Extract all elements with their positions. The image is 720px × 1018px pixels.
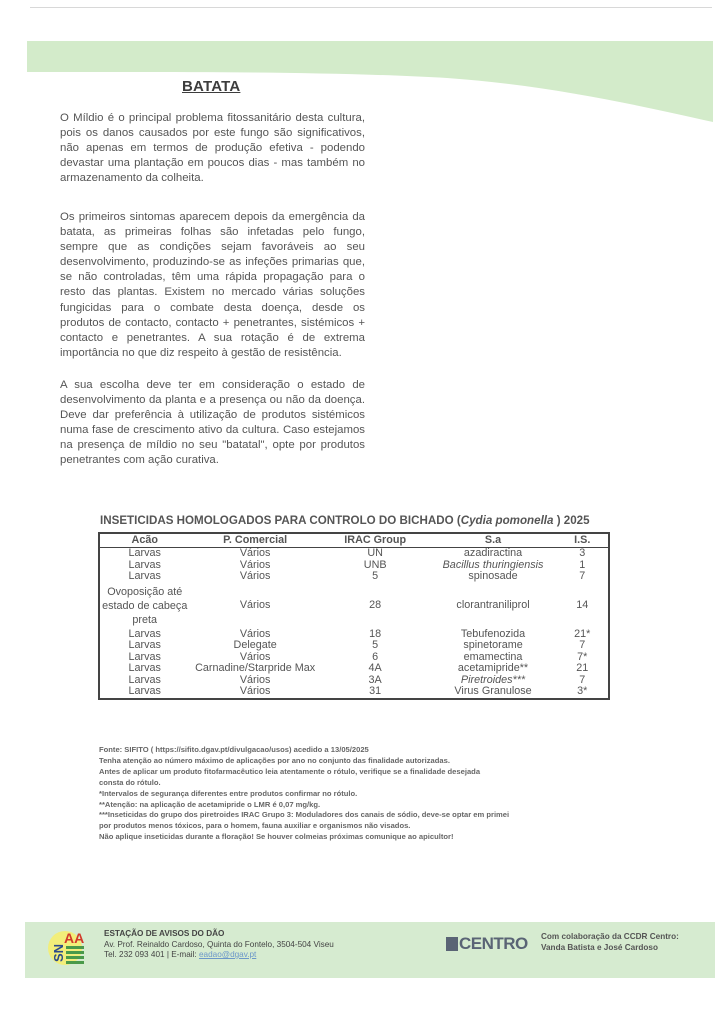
header-sa: S.a bbox=[430, 533, 557, 548]
cell-comercial: Vários bbox=[239, 627, 271, 640]
page-title: BATATA bbox=[182, 78, 241, 95]
note-read-label-cont: consta do rótulo. bbox=[99, 777, 161, 787]
cell-is: 21 bbox=[576, 662, 589, 674]
cell-comercial: Vários bbox=[239, 558, 271, 571]
table-row bbox=[99, 560, 609, 572]
svg-text:AA: AA bbox=[64, 930, 85, 946]
note-flowering: Não aplique inseticidas durante a floração! Se houver colmeias próximas comunique ao apicultor! bbox=[99, 832, 454, 842]
cell-sa: Bacillus thuringiensis bbox=[442, 558, 544, 571]
footer-phone: Tel. 232 093 401 | E-mail: bbox=[104, 950, 199, 959]
cell-accao: Larvas bbox=[128, 570, 161, 582]
table-title-suffix: ) 2025 bbox=[553, 514, 590, 527]
cell-is: 1 bbox=[579, 558, 586, 571]
centro-logo-text: CENTRO bbox=[459, 934, 528, 953]
cell-irac: 31 bbox=[369, 685, 382, 697]
paragraph-1: O Míldio é o principal problema fitossanitário desta cultura, pois os danos causados por este fungo são significativos, não apenas em termos de produção efetiva - podendo devastar uma plantação em poucos dias - mas também no armazenamento da colheita. bbox=[60, 112, 365, 185]
table-title-species: Cydia pomonella bbox=[460, 514, 554, 527]
cell-sa: spinetorame bbox=[463, 639, 523, 651]
table-row bbox=[99, 629, 609, 641]
cell-accao: Larvas bbox=[128, 558, 161, 571]
svg-text:SN: SN bbox=[51, 943, 66, 962]
table-notes bbox=[99, 745, 519, 843]
table-row bbox=[99, 652, 609, 664]
cell-comercial: Vários bbox=[239, 547, 271, 559]
cell-is: 14 bbox=[576, 598, 589, 611]
footer-org-name: ESTAÇÃO DE AVISOS DO DÃO bbox=[104, 929, 225, 938]
header-is: I.S. bbox=[557, 533, 609, 548]
footer-phone-email bbox=[104, 950, 334, 961]
table-header-row bbox=[99, 533, 609, 548]
cell-is: 7 bbox=[579, 570, 586, 582]
footer-contact bbox=[104, 929, 334, 961]
cell-is: 3* bbox=[577, 685, 588, 697]
cell-sa: Piretroides*** bbox=[460, 673, 526, 686]
cell-irac: 4A bbox=[368, 662, 382, 674]
cell-comercial: Vários bbox=[239, 673, 271, 686]
paragraph-2: Os primeiros sintomas aparecem depois da emergência da batata, as primeiras folhas são infetadas pelo fungo, sempre que as condições sejam favoráveis ao seu desenvolvimento, produzindo-se as infeções primarias que, se não controladas, têm uma rápida propagação para o resto das plantas. Existem no mercado várias soluções fungicidas para o combate desta doença, desde os produtos de contacto, contacto + penetrantes, sistémicos + contacto e penetrantes. A sua rotação é de extrema importância no que diz respeito à gestão de resistência. bbox=[60, 211, 365, 359]
cell-sa: clorantraniliprol bbox=[456, 598, 530, 611]
cell-is: 21* bbox=[574, 627, 591, 640]
cell-irac: 18 bbox=[369, 627, 382, 640]
note-source: Fonte: SIFITO ( https://sifito.dgav.pt/divulgacao/usos) acedido a 13/05/2025 bbox=[99, 745, 369, 754]
table-row bbox=[99, 571, 609, 583]
cell-accao: Ovoposição até estado de cabeça preta bbox=[102, 585, 188, 626]
cell-sa: Virus Granulose bbox=[454, 685, 532, 697]
paragraph-3: A sua escolha deve ter em consideração o estado de desenvolvimento da planta e a presença ou não da doença. Deve dar preferência à utilização de produtos sistémicos numa fase de crescimento ativo da cultura. Caso estejamos na presença de míldio no seu "batatal", opte por produtos penetrantes com ação curativa. bbox=[60, 379, 365, 467]
cell-comercial: Carnadine/Starpride Max bbox=[195, 662, 316, 674]
note-read-label: Antes de aplicar um produto fitofarmacêutico leia atentamente o rótulo, verifique se a finalidade desejada bbox=[99, 766, 481, 776]
collab-line-1: Com colaboração da CCDR Centro: bbox=[541, 932, 679, 941]
table-row bbox=[99, 686, 609, 699]
table-row bbox=[99, 663, 609, 675]
cell-accao: Larvas bbox=[128, 673, 161, 686]
insecticides-table bbox=[98, 532, 610, 700]
cell-comercial: Vários bbox=[239, 598, 271, 611]
cell-accao: Larvas bbox=[128, 627, 161, 640]
cell-sa: azadiractina bbox=[463, 547, 523, 559]
cell-irac: UNB bbox=[363, 558, 387, 571]
cell-accao: Larvas bbox=[128, 650, 161, 663]
header-p-comercial: P. Comercial bbox=[189, 533, 320, 548]
cell-is: 7* bbox=[577, 650, 588, 663]
table-row bbox=[99, 675, 609, 687]
table-row bbox=[99, 548, 609, 560]
footer-address: Av. Prof. Reinaldo Cardoso, Quinta do Fontelo, 3504-504 Viseu bbox=[104, 939, 334, 949]
note-piretroides-cont: por produtos menos tóxicos, para o homem, fauna auxiliar e organismos não visados. bbox=[99, 821, 411, 831]
top-rule bbox=[30, 7, 712, 8]
footer-collaboration bbox=[541, 932, 679, 953]
note-safety-intervals: *Intervalos de segurança diferentes entre produtos confirmar no rótulo. bbox=[99, 788, 358, 798]
note-piretroides: ***Inseticidas do grupo dos piretroides IRAC Grupo 3: Moduladores dos canais de sódio, deve-se optar em primei bbox=[99, 810, 510, 820]
cell-sa: spinosade bbox=[468, 570, 518, 582]
cell-is: 7 bbox=[579, 639, 586, 651]
cell-irac: 5 bbox=[372, 639, 379, 651]
note-max-applications: Tenha atenção ao número máximo de aplicações por ano no conjunto das finalidade autorizadas. bbox=[99, 755, 450, 765]
cell-irac: 3A bbox=[368, 673, 382, 686]
cell-sa: Tebufenozida bbox=[460, 627, 526, 640]
cell-irac: UN bbox=[367, 547, 383, 559]
centro-square-icon bbox=[446, 937, 458, 951]
note-acetamipride: **Atenção: na aplicação de acetamipride o LMR é 0,07 mg/kg. bbox=[99, 799, 321, 809]
cell-accao: Larvas bbox=[128, 547, 161, 559]
cell-comercial: Vários bbox=[239, 650, 271, 663]
cell-is: 7 bbox=[579, 673, 586, 686]
cell-accao: Larvas bbox=[128, 685, 161, 697]
cell-comercial: Vários bbox=[239, 685, 271, 697]
cell-comercial: Vários bbox=[239, 570, 271, 582]
cell-accao: Larvas bbox=[128, 639, 161, 651]
cell-sa: acetamipride** bbox=[457, 662, 529, 674]
cell-accao: Larvas bbox=[128, 662, 161, 674]
cell-sa: emamectina bbox=[463, 650, 523, 663]
table-row bbox=[99, 583, 609, 629]
header-irac-group: IRAC Group bbox=[321, 533, 430, 548]
table-title bbox=[100, 514, 620, 527]
snaa-logo-icon bbox=[45, 926, 89, 968]
table-title-prefix: INSETICIDAS HOMOLOGADOS PARA CONTROLO DO BICHADO ( bbox=[100, 514, 461, 527]
cell-comercial: Delegate bbox=[233, 639, 277, 651]
table-row bbox=[99, 640, 609, 652]
footer-email-link[interactable]: eadao@dgav.pt bbox=[198, 950, 257, 959]
cell-is: 3 bbox=[579, 547, 586, 559]
ccdr-centro-logo bbox=[446, 933, 528, 955]
header-accao: Acão bbox=[99, 533, 189, 548]
cell-irac: 6 bbox=[372, 650, 379, 663]
cell-irac: 5 bbox=[372, 570, 379, 582]
cell-irac: 28 bbox=[369, 598, 382, 611]
collab-line-2: Vanda Batista e José Cardoso bbox=[541, 942, 658, 952]
